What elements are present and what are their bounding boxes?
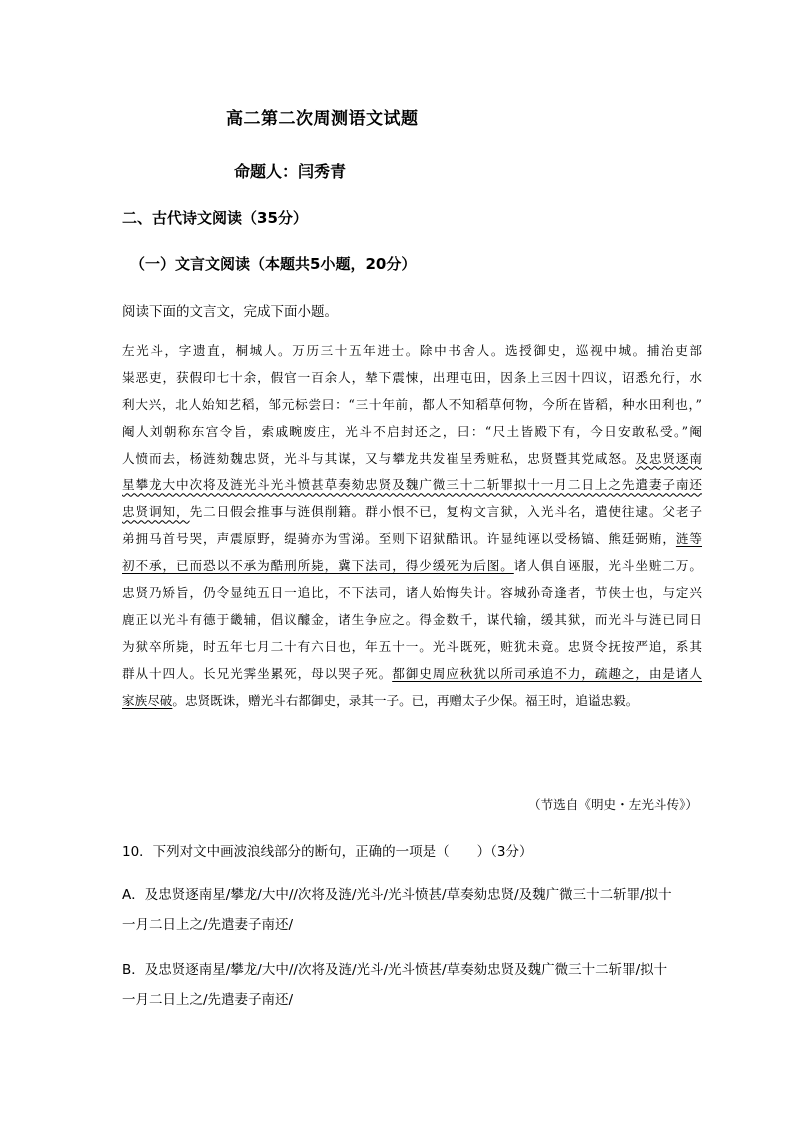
- passage-line: [122, 419, 702, 446]
- exam-author: 命题人：闫秀青: [234, 162, 347, 181]
- option-a-line2: 一月二日上之/先遣妻子南还/: [122, 917, 294, 933]
- passage-line: [122, 553, 702, 580]
- passage-text: 阉人刘朝称东宫令旨，索戚畹废庄，光斗不启封还之，曰：“尺土皆殿下有，今日安敢私受。”阉: [122, 423, 702, 439]
- passage-line: [122, 634, 702, 661]
- passage-line: [122, 526, 702, 553]
- underlined-text: 家族尽破: [122, 692, 173, 708]
- wavy-underlined-text: 星攀龙大中次将及涟光斗光斗愤甚草奏劾忠贤及魏广微三十二斩罪拟十一月二日上之先遣妻子南还: [122, 477, 702, 493]
- passage-line: [122, 365, 702, 392]
- passage-line: [122, 338, 702, 365]
- option-b-line2: 一月二日上之/先遣妻子南还/: [122, 992, 294, 1008]
- passage-text: 弟拥马首号哭，声震原野，缇骑亦为雪涕。至则下诏狱酷讯。许显纯诬以受杨镐、熊廷弼贿，: [122, 531, 676, 547]
- passage-text: 人愤而去，杨涟劾魏忠贤，光斗与其谋，又与攀龙共发崔呈秀赃私，忠贤暨其党咸怒。: [122, 450, 636, 466]
- underlined-text: 涟等: [675, 531, 702, 547]
- passage-text: 忠贤乃矫旨，仍令显纯五日一追比，不下法司，诸人始悔失计。容城孙奇逢者，节侠士也，与定兴: [122, 585, 702, 601]
- wavy-underlined-text: 忠贤诇知，: [122, 504, 190, 520]
- option-a[interactable]: [122, 880, 700, 940]
- passage-line: [122, 446, 702, 473]
- passage-line: [122, 661, 702, 688]
- wavy-underlined-text: 及忠贤逐南: [635, 450, 702, 466]
- passage-line: [122, 499, 702, 526]
- passage-line: [122, 607, 702, 634]
- passage-line: [122, 392, 702, 419]
- passage-text: 群从十四人。长兄光霁坐累死，母以哭子死。: [122, 665, 393, 681]
- passage-text: 粜恶吏，获假印七十余，假官一百余人，辇下震悚，出理屯田，因条上三因十四议，诏悉允行，水: [122, 369, 702, 385]
- passage-text: 先二日假会推事与涟俱削籍。群小恨不已，复构文言狱，入光斗名，遣使往逮。父老子: [189, 504, 702, 520]
- exam-title: 高二第二次周测语文试题: [226, 109, 419, 129]
- subsection-heading: （一）文言文阅读（本题共5小题，20分）: [130, 255, 417, 273]
- passage-line: [122, 472, 702, 499]
- option-b-line1: B．及忠贤逐南星/攀龙/大中//次将及涟/光斗/光斗愤甚/草奏劾忠贤及魏广微三十二斩罪/拟十: [122, 962, 668, 978]
- classical-passage: [122, 338, 702, 714]
- passage-text: 诸人俱自诬服，光斗坐赃二万。: [513, 558, 702, 574]
- reading-instruction: 阅读下面的文言文，完成下面小题。: [122, 304, 338, 320]
- passage-text: 左光斗，字遗直，桐城人。万历三十五年进士。除中书舍人。选授御史，巡视中城。捕治吏部: [122, 343, 702, 358]
- section-heading: 二、古代诗文阅读（35分）: [122, 209, 308, 227]
- passage-source: （节选自《明史・左光斗传》）: [527, 797, 698, 812]
- passage-line: [122, 580, 702, 607]
- passage-text: 为狱卒所毙，时五年七月二十有六日也，年五十一。光斗既死，赃犹未竟。忠贤令抚按严追，系其: [122, 638, 702, 654]
- option-a-line1: A．及忠贤逐南星/攀龙/大中//次将及涟/光斗/光斗愤甚/草奏劾忠贤/及魏广微三十二斩罪/拟十: [122, 887, 672, 903]
- passage-text: 。忠贤既诛，赠光斗右都御史，录其一子。已，再赠太子少保。福王时，追谥忠毅。: [172, 692, 639, 708]
- passage-line: [122, 688, 702, 715]
- underlined-text: 都御史周应秋犹以所司承追不力，疏趣之，由是诸人: [392, 665, 702, 681]
- passage-text: 利大兴，北人始知艺稻，邹元标尝曰：“三十年前，都人不知稻草何物，今所在皆稻，种水田利也，”: [122, 396, 702, 412]
- option-b[interactable]: [122, 955, 700, 1015]
- underlined-text: 初不承，已而恐以不承为酷刑所毙，冀下法司，得少缓死为后图。: [122, 558, 514, 574]
- question-10-stem: 10．下列对文中画波浪线部分的断句，正确的一项是（ ）（3分）: [122, 844, 533, 860]
- passage-text: 鹿正以光斗有德于畿辅，倡议醵金，诸生争应之。得金数千，谋代输，缓其狱，而光斗与涟已同日: [122, 611, 702, 627]
